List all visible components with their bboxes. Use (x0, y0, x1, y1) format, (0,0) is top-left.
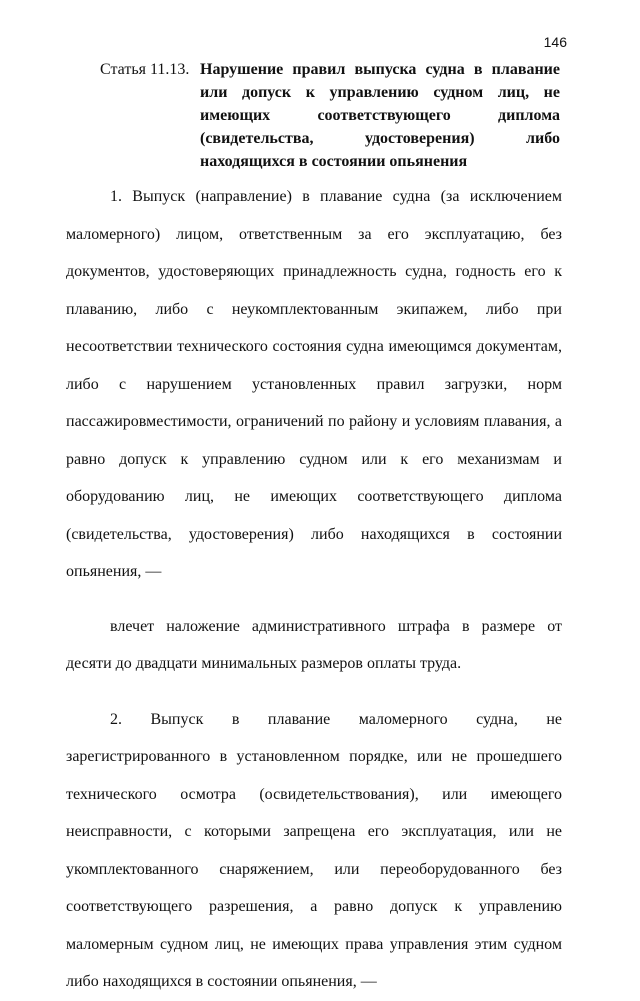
page-number: 146 (543, 34, 567, 50)
article-header (100, 58, 560, 173)
paragraph-point-2: 2. Выпуск в плавание маломерного судна, не зарегистрированного в установленном порядке, или не прошедшего технического осмотра (освидетельствования), или имеющего неисправности, с которыми запрещена его эксплуатация, или не укомплектованного снаряжением, или переоборудованного без соответствующего разрешения, а равно допуск к управлению маломерным судном лиц, не имеющих права управления этим судном либо находящихся в состоянии опьянения, — (66, 710, 562, 990)
paragraph-penalty-1: влечет наложение административного штрафа в размере от десяти до двадцати минимальных размеров оплаты труда. (66, 617, 562, 672)
article-label: Статья 11.13. (100, 61, 190, 78)
article-title: Нарушение правил выпуска судна в плавание или допуск к управлению судном лиц, не имеющих соответствующего диплома (свидетельства, удостоверения) либо находящихся в состоянии опьянения (200, 61, 560, 170)
paragraph-point-1: 1. Выпуск (направление) в плавание судна (за исключением маломерного) лицом, ответственным за его эксплуатацию, без документов, удостоверяющих принадлежность судна, годность его к плаванию, либо с неукомплектованным экипажем, либо при несоответствии технического состояния судна имеющимся документам, либо с нарушением установленных правил загрузки, норм пассажировместимости, ограничений по району и условиям плавания, а равно допуск к управлению судном или к его механизмам и оборудованию лиц, не имеющих соответствующего диплома (свидетельства, удостоверения) либо находящихся в состоянии опьянения, — (66, 188, 562, 580)
article-body (66, 178, 562, 1001)
